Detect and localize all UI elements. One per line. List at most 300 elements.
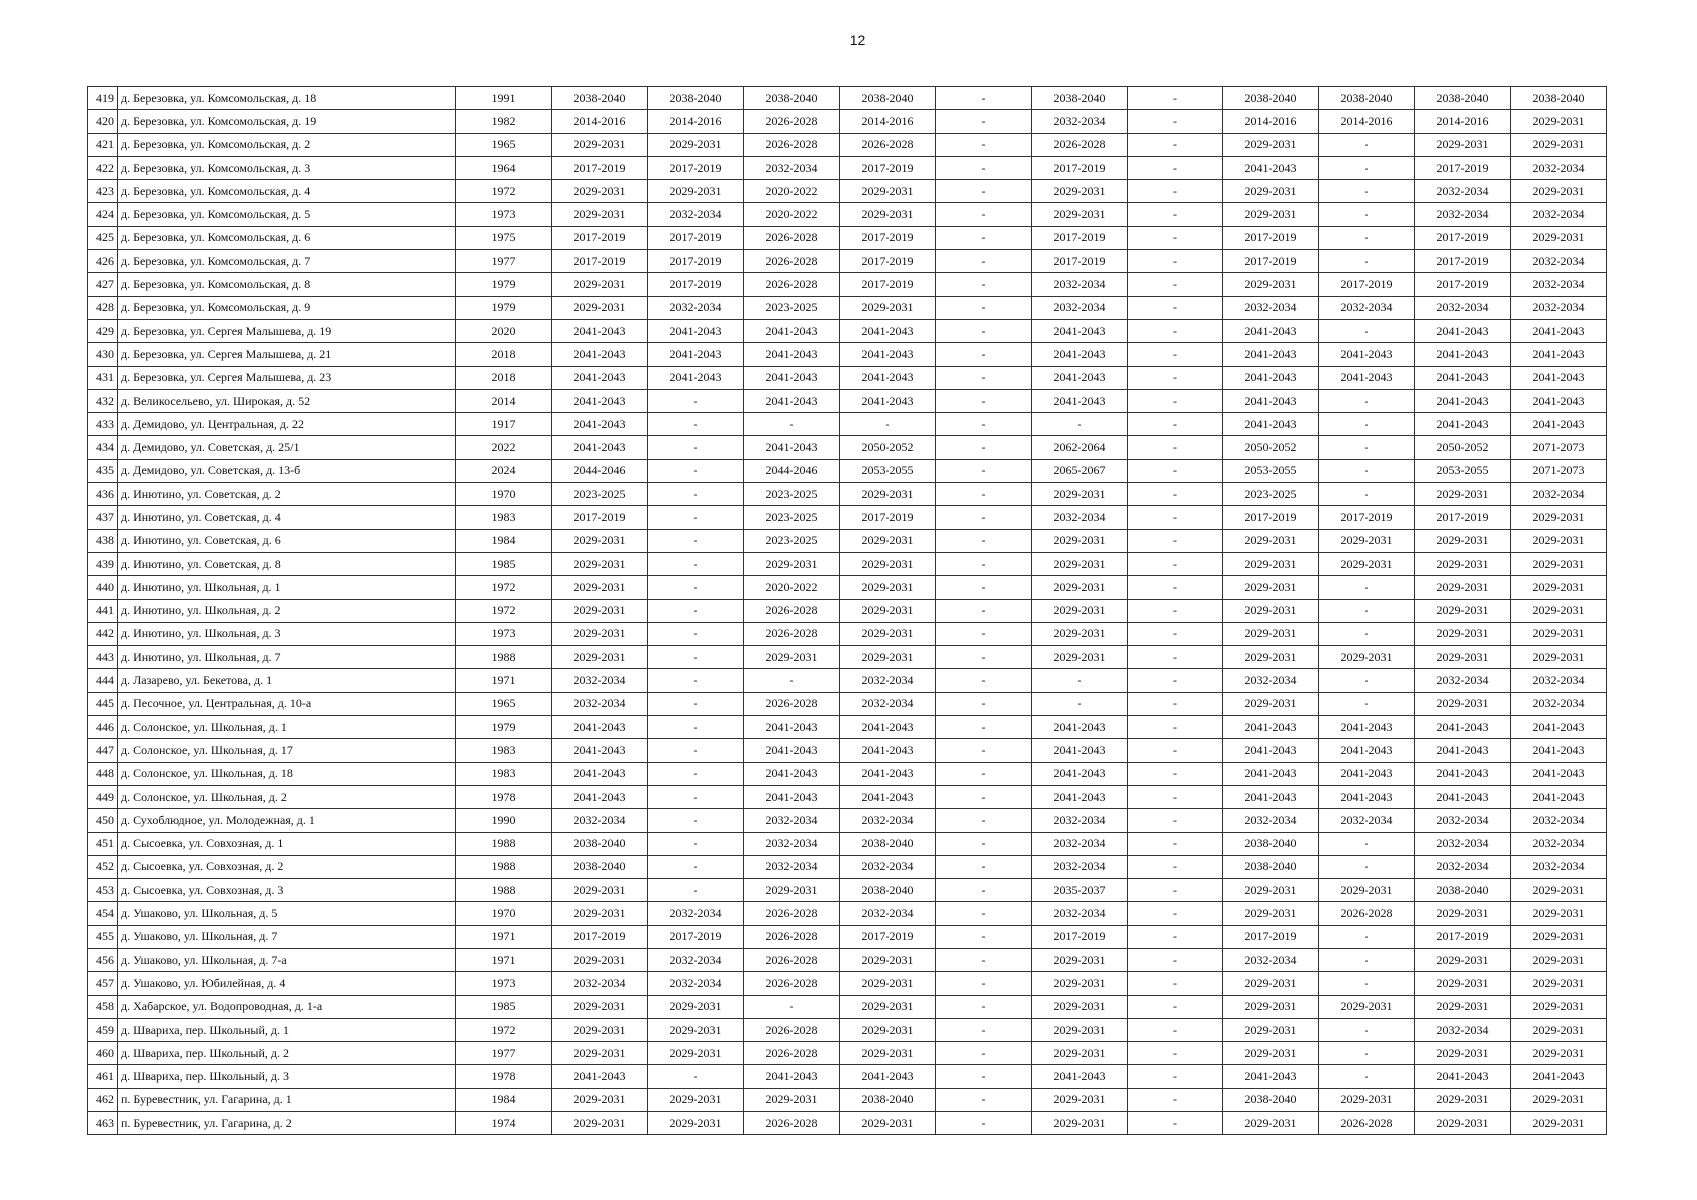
cell-col-7: 2029-2031 [840,1042,936,1065]
cell-col-7: 2041-2043 [840,716,936,739]
table-row [88,366,1607,389]
cell-address: д. Березовка, ул. Комсомольская, д. 5 [118,203,456,226]
cell-col-4: 2038-2040 [552,855,648,878]
cell-address: д. Сысоевка, ул. Совхозная, д. 2 [118,855,456,878]
cell-col-7: 2014-2016 [840,110,936,133]
cell-col-8: - [936,576,1032,599]
cell-col-12: 2038-2040 [1319,87,1415,110]
cell-col-14: 2032-2034 [1511,203,1607,226]
cell-col-5: - [648,879,744,902]
cell-col-11: 2041-2043 [1223,156,1319,179]
cell-year: 1990 [456,809,552,832]
cell-col-12: - [1319,692,1415,715]
cell-col-13: 2041-2043 [1415,389,1511,412]
cell-col-4: 2029-2031 [552,879,648,902]
cell-col-9: 2032-2034 [1032,902,1128,925]
cell-col-14: 2029-2031 [1511,226,1607,249]
cell-col-10: - [1128,296,1223,319]
cell-col-5: 2032-2034 [648,296,744,319]
cell-col-8: - [936,156,1032,179]
table-row [88,669,1607,692]
cell-col-11: 2038-2040 [1223,832,1319,855]
cell-col-5: 2029-2031 [648,180,744,203]
cell-col-6: 2032-2034 [744,832,840,855]
cell-col-11: 2041-2043 [1223,343,1319,366]
cell-address: д. Березовка, ул. Сергея Малышева, д. 19 [118,319,456,342]
cell-col-14: 2032-2034 [1511,273,1607,296]
cell-col-13: 2017-2019 [1415,925,1511,948]
cell-col-13: 2017-2019 [1415,226,1511,249]
cell-address: д. Инютино, ул. Школьная, д. 2 [118,599,456,622]
cell-col-5: 2017-2019 [648,156,744,179]
table-body [88,87,1607,1135]
cell-col-6: 2041-2043 [744,436,840,459]
cell-col-7: 2029-2031 [840,622,936,645]
cell-col-14: 2029-2031 [1511,1018,1607,1041]
cell-col-13: 2041-2043 [1415,319,1511,342]
cell-row-number: 425 [88,226,118,249]
cell-col-13: 2041-2043 [1415,739,1511,762]
cell-col-10: - [1128,716,1223,739]
cell-year: 1984 [456,1088,552,1111]
cell-col-12: - [1319,855,1415,878]
cell-col-14: 2029-2031 [1511,646,1607,669]
cell-row-number: 458 [88,995,118,1018]
cell-col-7: 2038-2040 [840,1088,936,1111]
cell-row-number: 449 [88,785,118,808]
cell-col-6: - [744,413,840,436]
cell-col-6: 2041-2043 [744,762,840,785]
cell-col-4: 2041-2043 [552,389,648,412]
cell-col-13: 2053-2055 [1415,459,1511,482]
cell-address: д. Солонское, ул. Школьная, д. 17 [118,739,456,762]
cell-col-5: 2029-2031 [648,1088,744,1111]
cell-col-4: 2041-2043 [552,739,648,762]
cell-col-9: 2029-2031 [1032,599,1128,622]
cell-col-5: - [648,716,744,739]
cell-col-12: 2014-2016 [1319,110,1415,133]
cell-col-9: 2041-2043 [1032,785,1128,808]
cell-col-4: 2029-2031 [552,646,648,669]
cell-col-9: 2029-2031 [1032,1112,1128,1135]
cell-address: д. Песочное, ул. Центральная, д. 10-а [118,692,456,715]
cell-year: 1988 [456,832,552,855]
cell-col-10: - [1128,506,1223,529]
cell-col-4: 2029-2031 [552,296,648,319]
cell-col-11: 2050-2052 [1223,436,1319,459]
cell-col-11: 2029-2031 [1223,133,1319,156]
cell-col-13: 2032-2034 [1415,855,1511,878]
cell-col-5: - [648,622,744,645]
cell-col-6: 2026-2028 [744,1042,840,1065]
cell-col-4: 2029-2031 [552,622,648,645]
cell-year: 1971 [456,948,552,971]
cell-year: 1984 [456,529,552,552]
cell-col-5: - [648,1065,744,1088]
table-row [88,948,1607,971]
cell-col-7: 2029-2031 [840,948,936,971]
cell-col-8: - [936,1112,1032,1135]
cell-col-14: 2029-2031 [1511,506,1607,529]
cell-col-10: - [1128,1042,1223,1065]
table-row [88,1088,1607,1111]
table-row [88,552,1607,575]
cell-col-14: 2029-2031 [1511,972,1607,995]
cell-col-7: 2053-2055 [840,459,936,482]
cell-col-10: - [1128,87,1223,110]
cell-col-8: - [936,646,1032,669]
cell-col-11: 2041-2043 [1223,739,1319,762]
cell-col-11: 2041-2043 [1223,762,1319,785]
cell-col-10: - [1128,180,1223,203]
cell-col-7: 2017-2019 [840,156,936,179]
cell-col-4: 2041-2043 [552,762,648,785]
cell-col-13: 2029-2031 [1415,1112,1511,1135]
cell-address: д. Инютино, ул. Советская, д. 2 [118,483,456,506]
cell-col-8: - [936,413,1032,436]
cell-col-8: - [936,1065,1032,1088]
cell-col-8: - [936,879,1032,902]
cell-col-10: - [1128,273,1223,296]
cell-col-4: 2017-2019 [552,506,648,529]
cell-address: д. Инютино, ул. Советская, д. 4 [118,506,456,529]
cell-col-13: 2032-2034 [1415,809,1511,832]
cell-col-5: 2029-2031 [648,1112,744,1135]
cell-col-12: - [1319,1065,1415,1088]
table-row [88,832,1607,855]
cell-col-13: 2029-2031 [1415,599,1511,622]
cell-row-number: 443 [88,646,118,669]
cell-address: д. Березовка, ул. Комсомольская, д. 3 [118,156,456,179]
cell-col-6: 2026-2028 [744,902,840,925]
cell-col-9: 2038-2040 [1032,87,1128,110]
cell-col-10: - [1128,1088,1223,1111]
cell-col-10: - [1128,203,1223,226]
cell-col-9: 2062-2064 [1032,436,1128,459]
cell-col-12: - [1319,1018,1415,1041]
cell-col-12: 2017-2019 [1319,273,1415,296]
cell-row-number: 456 [88,948,118,971]
cell-col-10: - [1128,389,1223,412]
cell-col-11: 2041-2043 [1223,389,1319,412]
cell-col-13: 2032-2034 [1415,296,1511,319]
cell-year: 1971 [456,925,552,948]
cell-col-10: - [1128,879,1223,902]
cell-col-14: 2029-2031 [1511,1042,1607,1065]
cell-col-7: 2032-2034 [840,855,936,878]
cell-col-7: 2041-2043 [840,366,936,389]
cell-col-9: - [1032,692,1128,715]
cell-col-4: 2029-2031 [552,529,648,552]
cell-col-5: - [648,459,744,482]
cell-col-5: 2041-2043 [648,319,744,342]
table-row [88,925,1607,948]
cell-row-number: 426 [88,250,118,273]
cell-col-9: 2029-2031 [1032,622,1128,645]
cell-col-14: 2032-2034 [1511,669,1607,692]
cell-col-11: 2041-2043 [1223,413,1319,436]
cell-col-4: 2044-2046 [552,459,648,482]
cell-col-8: - [936,436,1032,459]
cell-col-6: 2041-2043 [744,1065,840,1088]
cell-col-8: - [936,552,1032,575]
cell-col-12: - [1319,250,1415,273]
cell-address: д. Ушаково, ул. Школьная, д. 7-а [118,948,456,971]
cell-col-13: 2029-2031 [1415,133,1511,156]
cell-col-13: 2041-2043 [1415,762,1511,785]
cell-row-number: 441 [88,599,118,622]
cell-col-10: - [1128,948,1223,971]
cell-col-6: 2041-2043 [744,366,840,389]
cell-address: д. Лазарево, ул. Бекетова, д. 1 [118,669,456,692]
cell-address: д. Инютино, ул. Советская, д. 8 [118,552,456,575]
cell-col-8: - [936,110,1032,133]
cell-col-9: 2017-2019 [1032,925,1128,948]
cell-col-11: 2038-2040 [1223,855,1319,878]
cell-col-5: - [648,483,744,506]
cell-col-4: 2029-2031 [552,1042,648,1065]
cell-col-7: 2041-2043 [840,762,936,785]
cell-col-9: 2029-2031 [1032,1042,1128,1065]
cell-col-14: 2029-2031 [1511,925,1607,948]
cell-year: 1988 [456,646,552,669]
cell-col-12: 2026-2028 [1319,1112,1415,1135]
cell-col-7: 2029-2031 [840,599,936,622]
cell-col-7: 2029-2031 [840,180,936,203]
cell-col-14: 2032-2034 [1511,855,1607,878]
cell-col-12: - [1319,925,1415,948]
cell-col-6: 2023-2025 [744,296,840,319]
cell-col-6: 2020-2022 [744,576,840,599]
cell-col-13: 2032-2034 [1415,669,1511,692]
table-row [88,902,1607,925]
cell-address: д. Швариха, пер. Школьный, д. 3 [118,1065,456,1088]
cell-address: п. Буревестник, ул. Гагарина, д. 1 [118,1088,456,1111]
cell-row-number: 444 [88,669,118,692]
cell-col-10: - [1128,902,1223,925]
cell-col-7: 2017-2019 [840,273,936,296]
cell-col-11: 2029-2031 [1223,1018,1319,1041]
cell-col-7: 2029-2031 [840,296,936,319]
cell-row-number: 438 [88,529,118,552]
cell-col-6: 2041-2043 [744,716,840,739]
cell-col-8: - [936,692,1032,715]
cell-col-5: - [648,599,744,622]
cell-col-12: 2029-2031 [1319,879,1415,902]
cell-col-4: 2041-2043 [552,343,648,366]
cell-col-6: 2026-2028 [744,692,840,715]
cell-col-8: - [936,716,1032,739]
cell-col-10: - [1128,1018,1223,1041]
cell-col-7: 2026-2028 [840,133,936,156]
cell-col-6: 2026-2028 [744,250,840,273]
cell-col-4: 2041-2043 [552,1065,648,1088]
cell-col-12: - [1319,948,1415,971]
cell-year: 1978 [456,1065,552,1088]
cell-row-number: 439 [88,552,118,575]
cell-col-12: - [1319,622,1415,645]
cell-row-number: 429 [88,319,118,342]
cell-col-8: - [936,785,1032,808]
cell-year: 2018 [456,343,552,366]
table-row [88,855,1607,878]
cell-col-5: 2017-2019 [648,250,744,273]
cell-col-8: - [936,87,1032,110]
cell-year: 1978 [456,785,552,808]
cell-col-9: 2017-2019 [1032,156,1128,179]
cell-address: д. Демидово, ул. Центральная, д. 22 [118,413,456,436]
cell-col-6: 2032-2034 [744,156,840,179]
cell-col-9: 2029-2031 [1032,576,1128,599]
table-row [88,995,1607,1018]
cell-col-14: 2041-2043 [1511,785,1607,808]
cell-col-5: - [648,576,744,599]
cell-col-12: 2029-2031 [1319,995,1415,1018]
cell-address: д. Швариха, пер. Школьный, д. 1 [118,1018,456,1041]
cell-col-14: 2029-2031 [1511,133,1607,156]
cell-col-8: - [936,972,1032,995]
cell-col-13: 2041-2043 [1415,366,1511,389]
cell-col-5: - [648,692,744,715]
cell-col-12: - [1319,413,1415,436]
cell-col-11: 2017-2019 [1223,506,1319,529]
table-row [88,646,1607,669]
cell-address: д. Инютино, ул. Школьная, д. 1 [118,576,456,599]
cell-row-number: 442 [88,622,118,645]
cell-row-number: 451 [88,832,118,855]
cell-col-5: - [648,529,744,552]
cell-col-8: - [936,296,1032,319]
cell-col-4: 2041-2043 [552,716,648,739]
cell-col-4: 2038-2040 [552,87,648,110]
cell-col-4: 2029-2031 [552,180,648,203]
cell-address: д. Березовка, ул. Комсомольская, д. 9 [118,296,456,319]
cell-col-8: - [936,529,1032,552]
cell-col-9: 2026-2028 [1032,133,1128,156]
cell-col-8: - [936,250,1032,273]
cell-col-6: 2041-2043 [744,389,840,412]
cell-col-12: 2041-2043 [1319,343,1415,366]
cell-col-13: 2017-2019 [1415,506,1511,529]
cell-col-9: 2029-2031 [1032,972,1128,995]
cell-col-8: - [936,273,1032,296]
cell-row-number: 463 [88,1112,118,1135]
cell-col-11: 2053-2055 [1223,459,1319,482]
cell-col-9: 2029-2031 [1032,552,1128,575]
cell-col-6: 2029-2031 [744,1088,840,1111]
cell-col-10: - [1128,692,1223,715]
cell-col-14: 2041-2043 [1511,716,1607,739]
cell-col-9: 2041-2043 [1032,389,1128,412]
cell-col-11: 2029-2031 [1223,273,1319,296]
cell-col-6: 2026-2028 [744,599,840,622]
cell-col-11: 2029-2031 [1223,692,1319,715]
cell-year: 1983 [456,739,552,762]
cell-col-12: 2041-2043 [1319,716,1415,739]
cell-col-4: 2029-2031 [552,1018,648,1041]
cell-col-11: 2029-2031 [1223,995,1319,1018]
cell-address: д. Ушаково, ул. Школьная, д. 7 [118,925,456,948]
cell-address: д. Березовка, ул. Комсомольская, д. 8 [118,273,456,296]
cell-col-13: 2029-2031 [1415,622,1511,645]
cell-col-8: - [936,343,1032,366]
cell-col-14: 2071-2073 [1511,436,1607,459]
cell-col-13: 2029-2031 [1415,692,1511,715]
cell-col-9: - [1032,413,1128,436]
cell-col-6: 2026-2028 [744,1018,840,1041]
cell-col-11: 2029-2031 [1223,599,1319,622]
cell-col-7: 2029-2031 [840,995,936,1018]
cell-col-4: 2029-2031 [552,273,648,296]
cell-row-number: 452 [88,855,118,878]
cell-col-5: 2032-2034 [648,972,744,995]
cell-year: 1983 [456,506,552,529]
cell-col-14: 2029-2031 [1511,948,1607,971]
cell-col-14: 2032-2034 [1511,483,1607,506]
cell-col-7: 2038-2040 [840,832,936,855]
cell-col-8: - [936,995,1032,1018]
cell-col-7: 2029-2031 [840,483,936,506]
cell-col-9: 2032-2034 [1032,506,1128,529]
cell-col-11: 2041-2043 [1223,319,1319,342]
cell-col-6: - [744,995,840,1018]
cell-col-5: 2029-2031 [648,1042,744,1065]
cell-col-12: 2029-2031 [1319,1088,1415,1111]
cell-year: 1983 [456,762,552,785]
cell-col-11: 2029-2031 [1223,622,1319,645]
cell-col-11: 2029-2031 [1223,180,1319,203]
cell-col-13: 2041-2043 [1415,1065,1511,1088]
table-row [88,156,1607,179]
cell-address: д. Березовка, ул. Комсомольская, д. 18 [118,87,456,110]
table-row [88,180,1607,203]
cell-row-number: 440 [88,576,118,599]
cell-col-13: 2029-2031 [1415,1042,1511,1065]
cell-col-4: 2017-2019 [552,925,648,948]
cell-col-12: 2017-2019 [1319,506,1415,529]
cell-col-6: 2041-2043 [744,319,840,342]
cell-col-7: 2032-2034 [840,692,936,715]
cell-col-7: 2038-2040 [840,879,936,902]
cell-col-14: 2041-2043 [1511,762,1607,785]
cell-col-12: - [1319,436,1415,459]
table-row [88,692,1607,715]
cell-col-4: 2032-2034 [552,972,648,995]
cell-row-number: 431 [88,366,118,389]
cell-col-5: 2017-2019 [648,226,744,249]
cell-col-7: 2038-2040 [840,87,936,110]
cell-col-14: 2041-2043 [1511,413,1607,436]
cell-col-9: 2029-2031 [1032,180,1128,203]
cell-year: 2014 [456,389,552,412]
table-row [88,762,1607,785]
table-row [88,809,1607,832]
cell-col-9: 2041-2043 [1032,319,1128,342]
cell-year: 1973 [456,203,552,226]
table-row [88,1042,1607,1065]
cell-col-13: 2029-2031 [1415,646,1511,669]
cell-col-11: 2032-2034 [1223,809,1319,832]
cell-col-10: - [1128,343,1223,366]
cell-row-number: 427 [88,273,118,296]
cell-col-14: 2029-2031 [1511,1112,1607,1135]
cell-year: 1974 [456,1112,552,1135]
cell-col-9: 2032-2034 [1032,832,1128,855]
cell-col-14: 2029-2031 [1511,180,1607,203]
cell-col-14: 2041-2043 [1511,739,1607,762]
cell-col-9: 2029-2031 [1032,995,1128,1018]
cell-col-12: - [1319,389,1415,412]
